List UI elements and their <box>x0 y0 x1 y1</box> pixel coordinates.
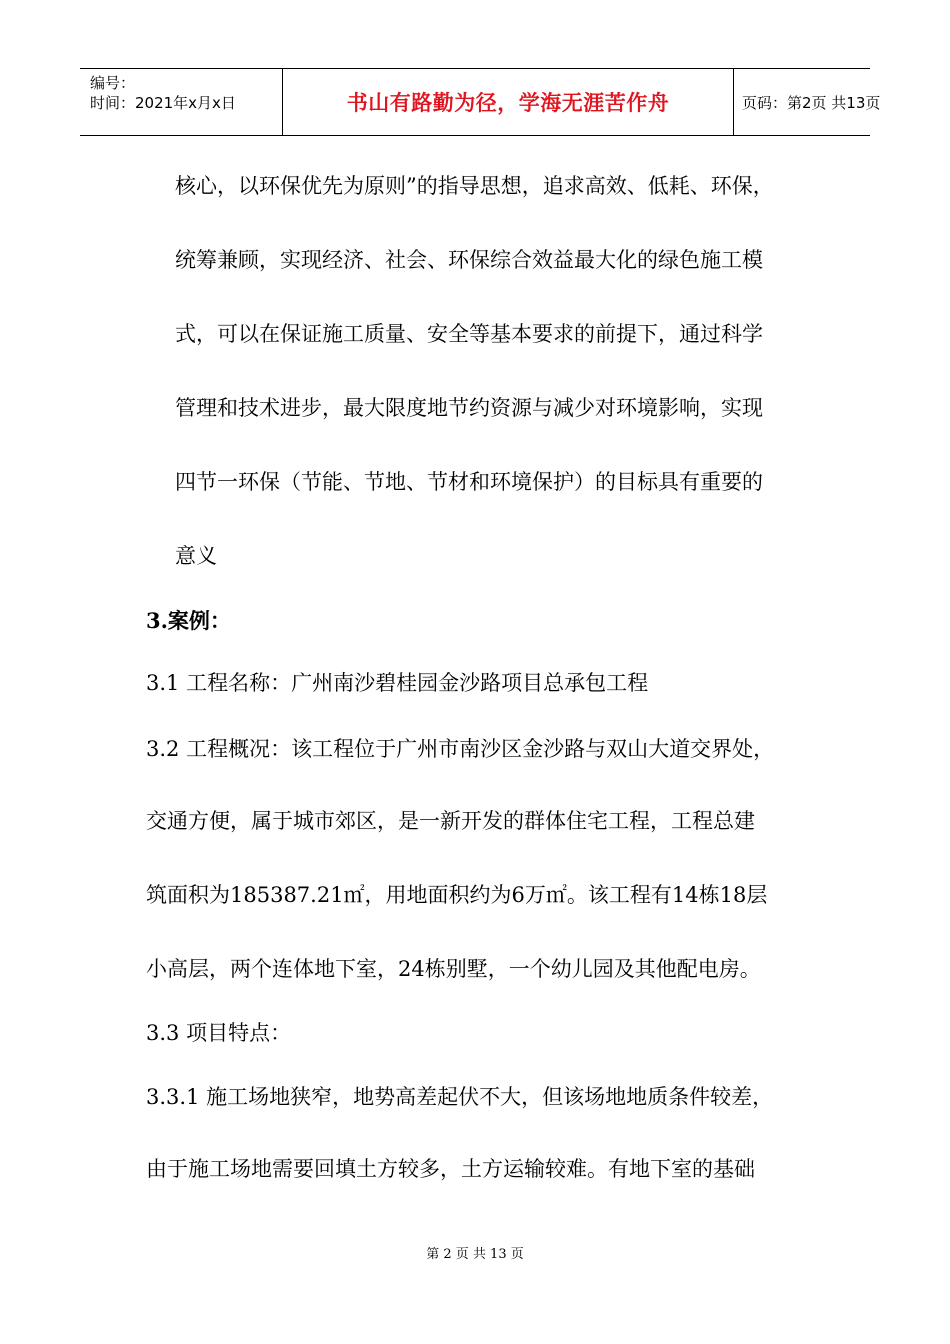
paragraph-line: 筑面积为185387.21㎡，用地面积约为6万㎡。该工程有14栋18层 <box>146 883 768 907</box>
section-heading: 3.案例： <box>146 608 231 633</box>
header-meta-cell <box>80 69 282 135</box>
paragraph-line: 3.2 工程概况：该工程位于广州市南沙区金沙路与双山大道交界处， <box>146 737 775 761</box>
header-motto: 书山有路勤为径，学海无涯苦作舟 <box>346 91 670 115</box>
paragraph-line: 四节一环保（节能、节地、节材和环境保护）的目标具有重要的 <box>175 470 763 494</box>
paragraph-line: 3.3.1 施工场地狭窄，地势高差起伏不大，但该场地地质条件较差， <box>146 1085 774 1109</box>
paragraph-line: 小高层，两个连体地下室，24栋别墅，一个幼儿园及其他配电房。 <box>146 957 761 981</box>
page-footer: 第 2 页 共 13 页 <box>426 1247 524 1262</box>
paragraph-line: 管理和技术进步，最大限度地节约资源与减少对环境影响，实现 <box>175 396 763 420</box>
paragraph-line: 统筹兼顾，实现经济、社会、环保综合效益最大化的绿色施工模 <box>175 248 763 272</box>
document-date: 时间：2021年x月x日 <box>90 94 236 112</box>
paragraph-line: 意义 <box>175 544 217 568</box>
paragraph-line: 核心，以环保优先为原则”的指导思想，追求高效、低耗、环保， <box>175 174 774 198</box>
paragraph-line: 由于施工场地需要回填土方较多，土方运输较难。有地下室的基础 <box>146 1157 755 1181</box>
header-motto-cell <box>282 69 734 135</box>
header-page-info: 页码：第2页 共13页 <box>742 93 881 112</box>
paragraph-line: 交通方便，属于城市郊区，是一新开发的群体住宅工程，工程总建 <box>146 809 755 833</box>
paragraph-line: 式，可以在保证施工质量、安全等基本要求的前提下，通过科学 <box>175 322 763 346</box>
page-header <box>80 68 881 136</box>
paragraph-line: 3.1 工程名称：广州南沙碧桂园金沙路项目总承包工程 <box>146 671 649 695</box>
document-code-label: 编号： <box>90 74 136 92</box>
header-page-cell <box>734 69 881 135</box>
paragraph-line: 3.3 项目特点： <box>146 1021 292 1045</box>
